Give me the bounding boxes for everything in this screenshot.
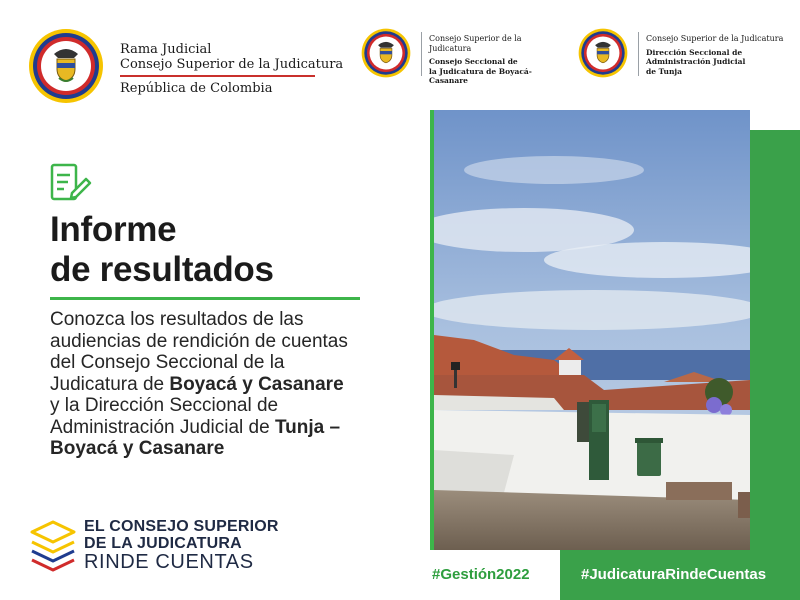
body-text: Conozca los resultados de las audiencias de rendición de cuentas del Consejo Seccional de la Judicatura de [50, 309, 348, 395]
stacked-layers-icon [28, 518, 78, 574]
rinde-line: EL CONSEJO SUPERIOR [84, 518, 279, 535]
logo-top-text: Consejo Superior de la Judicatura [646, 34, 784, 43]
direccion-seccional-logo [578, 28, 788, 84]
logo-sub-line: Consejo Seccional de [429, 57, 518, 66]
body-bold: Tunja – Boyacá y Casanare [50, 416, 341, 459]
logo-divider [638, 32, 639, 76]
logo-sub-line: la Judicatura de Boyacá-Casanare [429, 66, 532, 85]
logo-line-consejo: Consejo Superior de la Judicatura [120, 57, 344, 72]
hashtag-gestion: #Gestión2022 [432, 566, 530, 583]
coat-of-arms-icon [578, 28, 628, 78]
title-divider [50, 297, 360, 300]
logo-line-republica: República de Colombia [120, 81, 273, 96]
logo-divider [421, 32, 422, 76]
coat-of-arms-icon [361, 28, 411, 78]
rama-judicial-text [120, 42, 343, 96]
consejo-seccional-logo [361, 28, 566, 84]
title-line: Informe [50, 210, 177, 249]
rama-judicial-logo [28, 28, 358, 108]
coat-of-arms-icon [28, 28, 104, 104]
logo-top-text: Consejo Superior de la Judicatura [429, 34, 522, 53]
rinde-line: DE LA JUDICATURA [84, 535, 242, 552]
body-paragraph [50, 309, 350, 460]
rinde-line: RINDE CUENTAS [84, 551, 254, 573]
edit-document-icon [50, 163, 94, 203]
logo-line-rama: Rama Judicial [120, 42, 212, 57]
rinde-cuentas-logo [28, 514, 288, 574]
logo-sub-line: Administración Judicial [646, 57, 746, 66]
title-line: de resultados [50, 250, 274, 289]
consejo-seccional-text [429, 34, 566, 86]
logo-rule [120, 75, 315, 77]
hashtag-judicatura: #JudicaturaRindeCuentas [581, 566, 767, 583]
logo-sub-line: Dirección Seccional de [646, 47, 743, 57]
rinde-cuentas-text [84, 518, 279, 573]
body-text: y la Dirección Seccional de Administración Judicial de [50, 395, 279, 438]
logo-sub-line: de Tunja [646, 66, 682, 76]
direccion-seccional-text [646, 34, 783, 76]
body-bold: Boyacá y Casanare [169, 373, 344, 395]
green-accent-block [748, 130, 800, 550]
village-street-photo [434, 110, 750, 550]
page-title [50, 210, 274, 290]
